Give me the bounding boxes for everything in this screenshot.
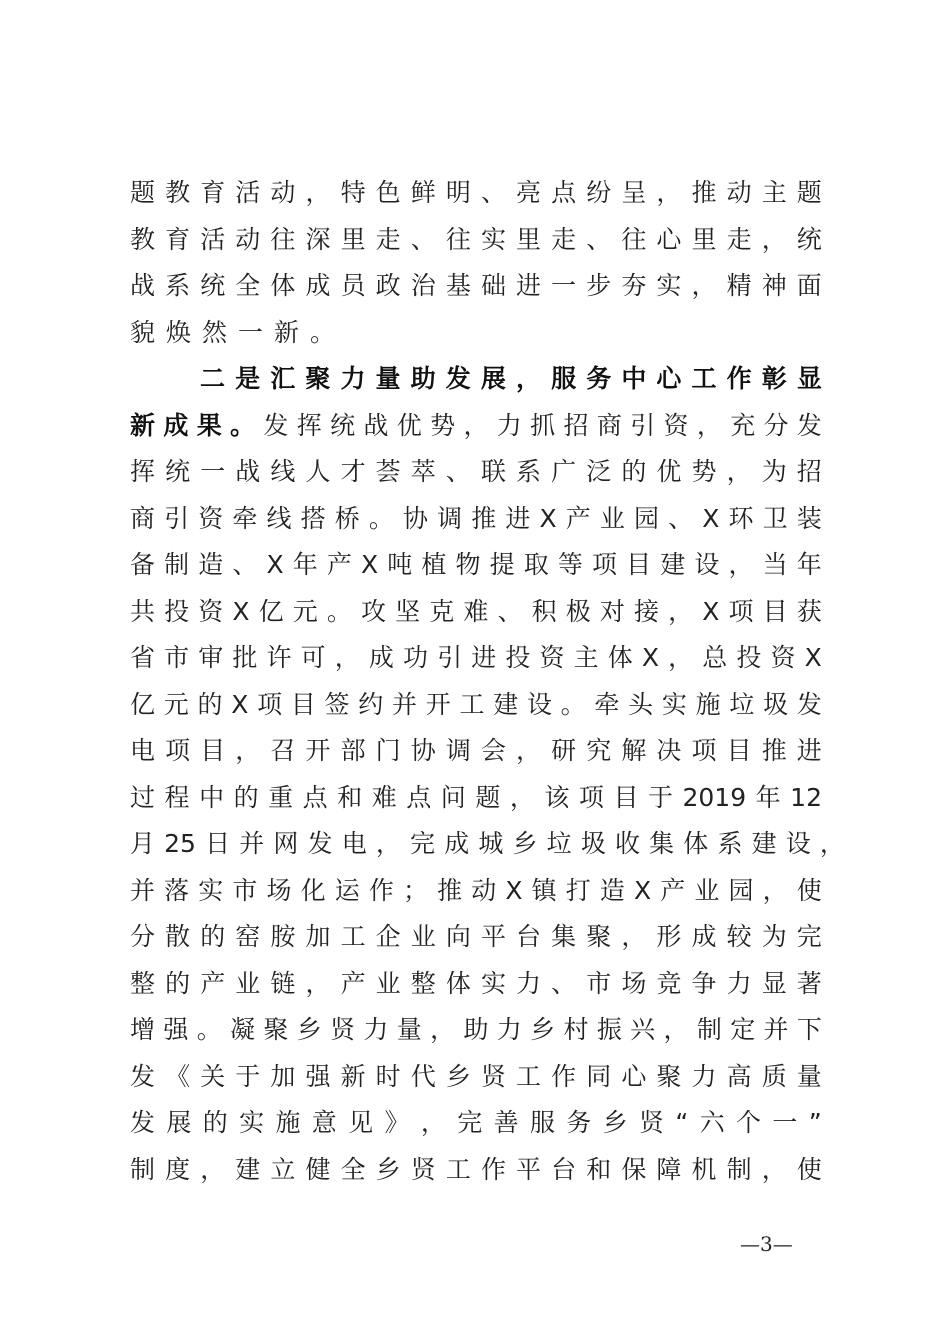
paragraph-line: 增 强 。 凝 聚 乡 贤 力 量 ， 助 力 乡 村 振 兴 ， 制 定 并 下 xyxy=(130,1015,822,1044)
paragraph-line: 挥 统 一 战 线 人 才 荟 萃 、 联 系 广 泛 的 优 势 ， 为 招 xyxy=(130,457,822,486)
paragraph-line: 貌焕然一新。 xyxy=(130,318,347,347)
paragraph-line: 战 系 统 全 体 成 员 政 治 基 础 进 一 步 夯 实 ， 精 神 面 xyxy=(130,271,822,300)
section-lead-line: 新 成 果 。 发 挥 统 战 优 势 ， 力 抓 招 商 引 资 ， 充 分 发 xyxy=(130,411,822,440)
paragraph-line: 发 展 的 实 施 意 见 》 ， 完 善 服 务 乡 贤 “ 六 个 一 ” xyxy=(130,1108,822,1137)
section-heading: 二 是 汇 聚 力 量 助 发 展 ， 服 务 中 心 工 作 彰 显 xyxy=(200,364,822,393)
paragraph-line: 发 《 关 于 加 强 新 时 代 乡 贤 工 作 同 心 聚 力 高 质 量 xyxy=(130,1062,822,1091)
paragraph-line: 亿 元 的 X 项 目 签 约 并 开 工 建 设 。 牵 头 实 施 垃 圾 发 xyxy=(130,690,822,719)
paragraph-line: 教 育 活 动 往 深 里 走 、 往 实 里 走 、 往 心 里 走 ， 统 xyxy=(130,225,822,254)
page-number: —3— xyxy=(740,1232,793,1256)
paragraph-line: 商 引 资 牵 线 搭 桥 。 协 调 推 进 X 产 业 园 、 X 环 卫 装 xyxy=(130,504,822,533)
paragraph-line: 省 市 审 批 许 可 ， 成 功 引 进 投 资 主 体 X ， 总 投 资 X xyxy=(130,643,822,672)
paragraph-line: 月 25 日 并 网 发 电 ， 完 成 城 乡 垃 圾 收 集 体 系 建 设 ， xyxy=(130,829,845,858)
paragraph-line: 电 项 目 ， 召 开 部 门 协 调 会 ， 研 究 解 决 项 目 推 进 xyxy=(130,736,822,765)
paragraph-line: 制 度 ， 建 立 健 全 乡 贤 工 作 平 台 和 保 障 机 制 ， 使 xyxy=(130,1155,822,1184)
paragraph-line: 共 投 资 X 亿 元 。 攻 坚 克 难 、 积 极 对 接 ， X 项 目 获 xyxy=(130,597,822,626)
paragraph-line: 分 散 的 窑 胺 加 工 企 业 向 平 台 集 聚 ， 形 成 较 为 完 xyxy=(130,922,822,951)
paragraph-line: 整 的 产 业 链 ， 产 业 整 体 实 力 、 市 场 竞 争 力 显 著 xyxy=(130,969,822,998)
paragraph-line: 并 落 实 市 场 化 运 作 ； 推 动 X 镇 打 造 X 产 业 园 ， 使 xyxy=(130,876,822,905)
paragraph-line: 过 程 中 的 重 点 和 难 点 问 题 ， 该 项 目 于 2019 年 12 xyxy=(130,783,822,812)
paragraph-line: 备 制 造 、 X 年 产 X 吨 植 物 提 取 等 项 目 建 设 ， 当 年 xyxy=(130,550,822,579)
paragraph-line: 题 教 育 活 动 ， 特 色 鲜 明 、 亮 点 纷 呈 ， 推 动 主 题 xyxy=(130,178,822,207)
